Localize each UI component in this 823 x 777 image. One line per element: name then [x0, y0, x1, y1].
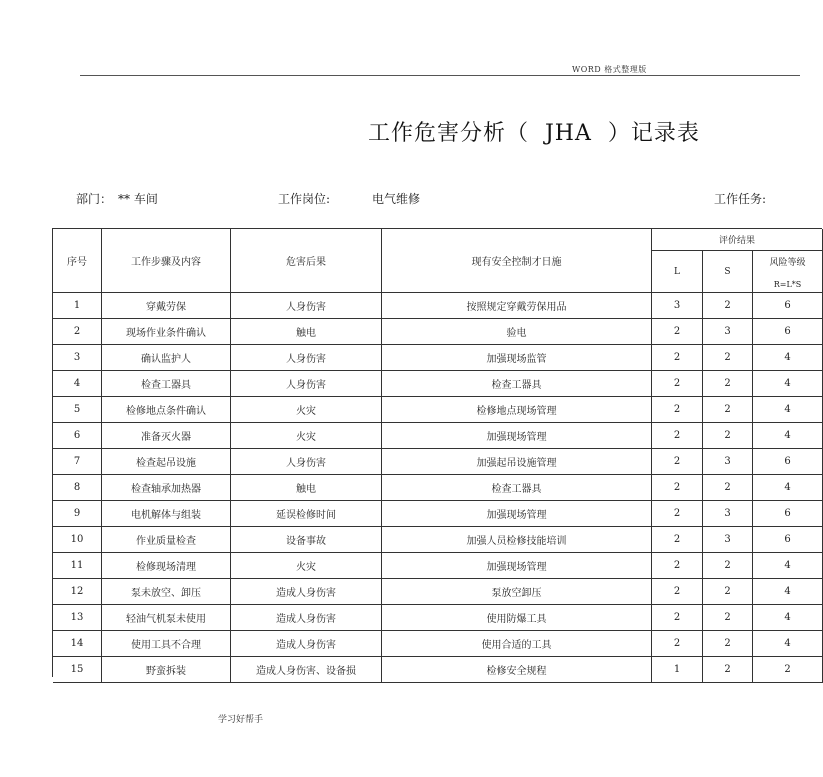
table-cell-r: 4 — [753, 475, 823, 501]
table-cell-r: 4 — [753, 605, 823, 631]
table-cell-r: 4 — [753, 397, 823, 423]
table-cell-r: 4 — [753, 371, 823, 397]
table-cell-no: 4 — [53, 371, 102, 397]
table-cell-s: 2 — [703, 631, 753, 657]
table-cell-step: 现场作业条件确认 — [102, 319, 231, 345]
table-cell-no: 3 — [53, 345, 102, 371]
table-cell-s: 2 — [703, 371, 753, 397]
table-cell-hazard: 火灾 — [231, 423, 382, 449]
table-cell-step: 检查工器具 — [102, 371, 231, 397]
table-cell-control: 检修地点现场管理 — [382, 397, 652, 423]
table-cell-step: 检修现场清理 — [102, 553, 231, 579]
table-cell-r: 6 — [753, 449, 823, 475]
table-cell-control: 泵放空卸压 — [382, 579, 652, 605]
table-cell-hazard: 造成人身伤害 — [231, 579, 382, 605]
table-cell-no: 12 — [53, 579, 102, 605]
table-cell-no: 13 — [53, 605, 102, 631]
table-cell-l: 2 — [652, 605, 703, 631]
table-cell-r: 4 — [753, 631, 823, 657]
table-cell-r: 6 — [753, 501, 823, 527]
table-cell-step: 检修地点条件确认 — [102, 397, 231, 423]
post-label: 工作岗位: — [278, 192, 331, 206]
table-cell-step: 穿戴劳保 — [102, 293, 231, 319]
table-cell-control: 加强现场监管 — [382, 345, 652, 371]
table-cell-no: 15 — [53, 657, 102, 683]
table-cell-l: 2 — [652, 319, 703, 345]
table-cell-no: 8 — [53, 475, 102, 501]
table-cell-s: 3 — [703, 501, 753, 527]
table-cell-r: 4 — [753, 423, 823, 449]
page-header-text: WORD 格式整理版 — [572, 65, 647, 74]
table-cell-control: 加强现场管理 — [382, 501, 652, 527]
table-cell-l: 2 — [652, 631, 703, 657]
table-cell-r: 4 — [753, 345, 823, 371]
table-cell-control: 检查工器具 — [382, 475, 652, 501]
header-cell-evaluation: 评价结果 — [652, 229, 823, 251]
table-cell-s: 2 — [703, 553, 753, 579]
table-cell-l: 2 — [652, 527, 703, 553]
post-value: 电气维修 — [372, 192, 421, 206]
table-cell-r: 4 — [753, 579, 823, 605]
table-cell-l: 2 — [652, 553, 703, 579]
table-cell-s: 2 — [703, 579, 753, 605]
table-cell-hazard: 火灾 — [231, 397, 382, 423]
table-cell-control: 加强起吊设施管理 — [382, 449, 652, 475]
table-cell-control: 加强现场管理 — [382, 553, 652, 579]
table-cell-control: 使用合适的工具 — [382, 631, 652, 657]
table-cell-l: 2 — [652, 371, 703, 397]
table-cell-hazard: 人身伤害 — [231, 371, 382, 397]
table-cell-s: 2 — [703, 605, 753, 631]
table-cell-r: 2 — [753, 657, 823, 683]
table-cell-hazard: 人身伤害 — [231, 345, 382, 371]
task-label: 工作任务: — [714, 192, 767, 206]
table-cell-r: 6 — [753, 527, 823, 553]
table-cell-l: 1 — [652, 657, 703, 683]
table-cell-l: 2 — [652, 449, 703, 475]
header-cell-hazard: 危害后果 — [231, 229, 382, 293]
table-cell-step: 检查起吊设施 — [102, 449, 231, 475]
table-cell-hazard: 造成人身伤害 — [231, 605, 382, 631]
header-rule — [80, 75, 800, 76]
table-cell-no: 2 — [53, 319, 102, 345]
table-cell-r: 6 — [753, 293, 823, 319]
table-cell-s: 2 — [703, 657, 753, 683]
header-cell-no: 序号 — [53, 229, 102, 293]
table-cell-control: 使用防爆工具 — [382, 605, 652, 631]
page-title: 工作危害分析（ JHA ）记录表 — [368, 121, 700, 146]
table-cell-s: 2 — [703, 423, 753, 449]
table-cell-no: 6 — [53, 423, 102, 449]
table-cell-step: 准备灭火器 — [102, 423, 231, 449]
table-cell-hazard: 触电 — [231, 475, 382, 501]
table-cell-control: 加强现场管理 — [382, 423, 652, 449]
table-cell-hazard: 延误检修时间 — [231, 501, 382, 527]
table-cell-s: 2 — [703, 293, 753, 319]
table-cell-s: 2 — [703, 475, 753, 501]
table-cell-s: 3 — [703, 319, 753, 345]
table-cell-no: 11 — [53, 553, 102, 579]
table-cell-no: 14 — [53, 631, 102, 657]
table-cell-l: 2 — [652, 501, 703, 527]
table-cell-step: 使用工具不合理 — [102, 631, 231, 657]
table-cell-control: 验电 — [382, 319, 652, 345]
table-cell-no: 9 — [53, 501, 102, 527]
table-cell-step: 检查轴承加热器 — [102, 475, 231, 501]
header-cell-s: S — [703, 251, 753, 293]
table-cell-l: 2 — [652, 475, 703, 501]
table-cell-s: 2 — [703, 397, 753, 423]
table-cell-step: 电机解体与组装 — [102, 501, 231, 527]
table-cell-no: 1 — [53, 293, 102, 319]
table-cell-no: 10 — [53, 527, 102, 553]
table-cell-s: 2 — [703, 345, 753, 371]
table-cell-step: 确认监护人 — [102, 345, 231, 371]
table-cell-step: 作业质量检查 — [102, 527, 231, 553]
table-cell-l: 2 — [652, 345, 703, 371]
department-label: 部门： — [76, 192, 113, 206]
table-cell-hazard: 造成人身伤害 — [231, 631, 382, 657]
header-cell-l: L — [652, 251, 703, 293]
table-cell-control: 按照规定穿戴劳保用品 — [382, 293, 652, 319]
table-cell-hazard: 火灾 — [231, 553, 382, 579]
table-cell-step: 泵未放空、卸压 — [102, 579, 231, 605]
table-cell-control: 加强人员检修技能培训 — [382, 527, 652, 553]
header-cell-step: 工作步骤及内容 — [102, 229, 231, 293]
table-cell-hazard: 人身伤害 — [231, 293, 382, 319]
risk-level-label: 风险等级 — [769, 258, 806, 268]
table-cell-s: 3 — [703, 527, 753, 553]
table-cell-no: 5 — [53, 397, 102, 423]
risk-formula-label: R=L*S — [773, 280, 802, 289]
table-cell-l: 3 — [652, 293, 703, 319]
table-cell-control: 检查工器具 — [382, 371, 652, 397]
table-cell-l: 2 — [652, 423, 703, 449]
table-cell-l: 2 — [652, 397, 703, 423]
table-cell-step: 轻油气机泵未使用 — [102, 605, 231, 631]
table-cell-hazard: 造成人身伤害、设备损 — [231, 657, 382, 683]
header-cell-risk — [753, 251, 823, 293]
header-cell-control: 现有安全控制才日施 — [382, 229, 652, 293]
table-cell-hazard: 触电 — [231, 319, 382, 345]
table-cell-step: 野蛮拆装 — [102, 657, 231, 683]
page-footer: 学习好帮手 — [218, 715, 264, 725]
department-value: ** 车间 — [118, 192, 158, 206]
table-cell-s: 3 — [703, 449, 753, 475]
table-cell-r: 6 — [753, 319, 823, 345]
table-cell-control: 检修安全规程 — [382, 657, 652, 683]
table-cell-r: 4 — [753, 553, 823, 579]
table-cell-hazard: 人身伤害 — [231, 449, 382, 475]
table-cell-no: 7 — [53, 449, 102, 475]
table-cell-hazard: 设备事故 — [231, 527, 382, 553]
jha-table — [52, 228, 822, 677]
table-cell-l: 2 — [652, 579, 703, 605]
